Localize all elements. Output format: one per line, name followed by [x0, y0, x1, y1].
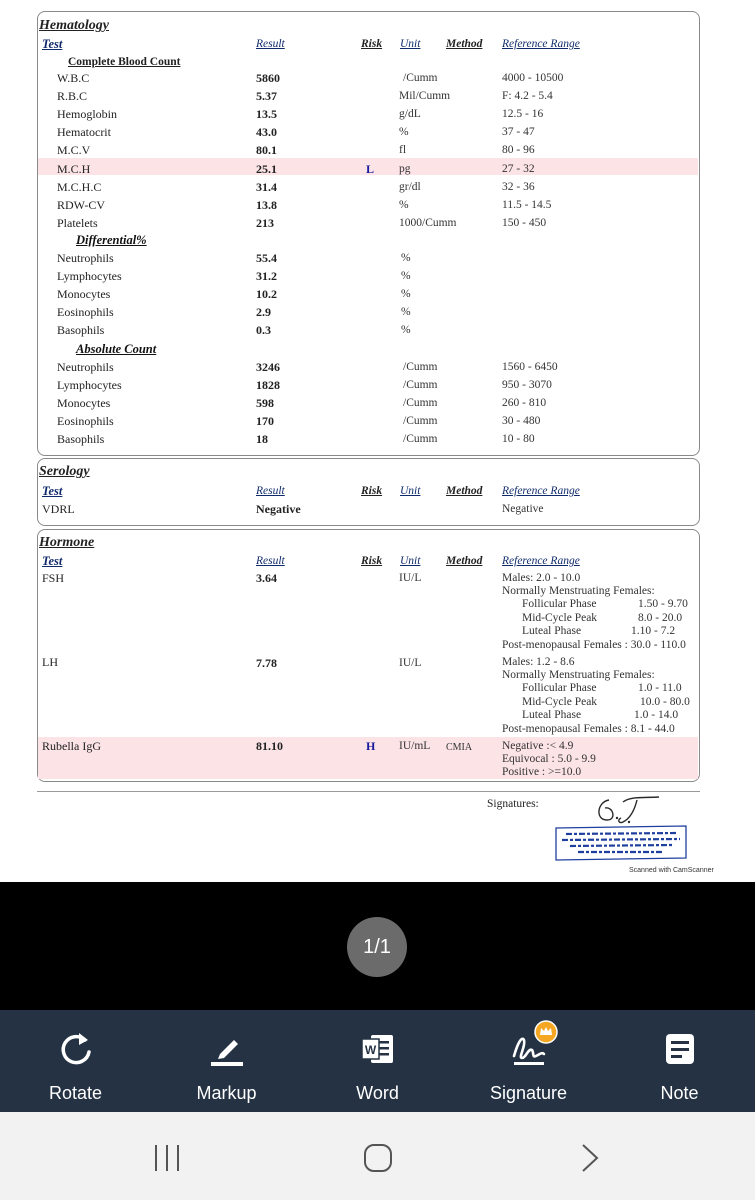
rubella-unit: IU/mL [399, 740, 431, 752]
lh-ref-postmenopausal: Post-menopausal Females : 8.1 - 44.0 [502, 723, 675, 735]
cbc-result: 31.4 [256, 179, 277, 194]
lh-phase-range: 1.0 - 14.0 [634, 709, 679, 721]
rubella-name: Rubella IgG [42, 739, 101, 753]
differential-unit: % [401, 306, 411, 319]
differential-test-name: Basophils [57, 323, 105, 338]
cbc-test-name: M.C.H [57, 161, 91, 176]
lh-name: LH [42, 655, 58, 669]
cbc-unit: % [399, 126, 409, 139]
camscanner-note: Scanned with CamScanner [629, 867, 714, 874]
absolute-reference: 260 - 810 [502, 397, 547, 410]
fsh-phase-range: 1.50 - 9.70 [638, 598, 688, 610]
fsh-unit: IU/L [399, 572, 422, 584]
cbc-test-name: Hematocrit [57, 125, 111, 140]
differential-subtitle: Differential% [76, 233, 147, 247]
vdrl-reference: Negative [502, 503, 544, 515]
cbc-reference: 37 - 47 [502, 126, 535, 139]
lab-stamp [552, 824, 690, 862]
absolute-test-name: Monocytes [57, 396, 111, 411]
absolute-unit: /Cumm [403, 397, 438, 410]
cbc-result: 213 [256, 215, 274, 230]
cbc-reference: 32 - 36 [502, 180, 535, 193]
cbc-unit: fl [399, 144, 407, 157]
cbc-reference: 4000 - 10500 [502, 72, 564, 84]
absolute-test-name: Eosinophils [57, 414, 114, 429]
differential-result: 10.2 [256, 287, 277, 302]
col-header-unit: Unit [400, 38, 421, 50]
cbc-unit: Mil/Cumm [399, 90, 451, 103]
cbc-test-name: W.B.C [57, 71, 90, 85]
note-label: Note [660, 1083, 699, 1103]
lh-phase-range: 10.0 - 80.0 [640, 696, 690, 708]
cbc-reference: F: 4.2 - 5.4 [502, 90, 553, 103]
lh-unit: IU/L [399, 657, 422, 669]
fsh-ref-postmenopausal: Post-menopausal Females : 30.0 - 110.0 [502, 639, 686, 651]
cbc-result: 80.1 [256, 143, 277, 158]
differential-unit: % [401, 270, 411, 283]
cbc-test-name: R.B.C [57, 89, 88, 104]
bottom-toolbar [0, 1010, 755, 1112]
cbc-unit: /Cumm [403, 72, 438, 84]
hematology-title: Hematology [39, 18, 109, 33]
differential-unit: % [401, 324, 411, 337]
home-icon[interactable] [362, 1142, 394, 1174]
col-header-risk: Risk [361, 38, 383, 50]
serology-title: Serology [39, 464, 90, 479]
serology-header-result: Result [256, 485, 285, 497]
cbc-unit: 1000/Cumm [399, 216, 457, 229]
handwritten-signature [593, 794, 663, 826]
absolute-test-name: Lymphocytes [57, 378, 122, 393]
cbc-test-name: M.C.H.C [57, 179, 102, 194]
hormone-header-result: Result [256, 555, 285, 567]
markup-pen-icon [206, 1028, 248, 1070]
lh-result: 7.78 [256, 656, 277, 670]
serology-header-risk: Risk [361, 485, 383, 497]
fsh-phase-label: Mid-Cycle Peak [522, 612, 598, 624]
absolute-result: 598 [256, 396, 274, 411]
serology-header-unit: Unit [400, 485, 421, 497]
premium-crown-icon [534, 1020, 558, 1044]
rotate-icon [55, 1028, 97, 1070]
hormone-header-method: Method [446, 555, 483, 567]
cbc-result: 5.37 [256, 89, 277, 104]
hormone-header-risk: Risk [361, 555, 383, 567]
rubella-risk-flag: H [366, 739, 376, 753]
differential-test-name: Lymphocytes [57, 269, 122, 284]
rubella-result: 81.10 [256, 739, 283, 753]
cbc-unit: g/dL [399, 108, 421, 121]
col-header-method: Method [446, 38, 483, 50]
lh-phase-label: Follicular Phase [522, 682, 597, 694]
hormone-header-unit: Unit [400, 555, 421, 567]
cbc-test-name: Hemoglobin [57, 107, 117, 122]
cbc-unit: gr/dl [399, 180, 421, 193]
cbc-test-name: RDW-CV [57, 197, 105, 212]
fsh-phase-range: 1.10 - 7.2 [631, 625, 676, 637]
differential-result: 2.9 [256, 305, 271, 320]
vdrl-result: Negative [256, 502, 301, 516]
absolute-unit: /Cumm [403, 361, 438, 373]
fsh-phase-label: Luteal Phase [522, 625, 582, 637]
absolute-unit: /Cumm [403, 433, 438, 446]
absolute-test-name: Basophils [57, 432, 105, 447]
fsh-ref-females: Normally Menstruating Females: [502, 585, 655, 597]
absolute-result: 1828 [256, 378, 280, 393]
word-icon [357, 1028, 399, 1070]
cbc-result: 43.0 [256, 125, 277, 140]
absolute-unit: /Cumm [403, 415, 438, 428]
absolute-count-subtitle: Absolute Count [76, 342, 157, 356]
cbc-result: 13.5 [256, 107, 277, 122]
cbc-reference: 150 - 450 [502, 216, 547, 229]
fsh-result: 3.64 [256, 571, 277, 585]
differential-unit: % [401, 252, 411, 264]
cbc-reference: 27 - 32 [502, 162, 535, 175]
signature-label: Signature [489, 1083, 568, 1103]
recent-apps-icon[interactable] [152, 1144, 182, 1172]
lh-ref-females: Normally Menstruating Females: [502, 669, 655, 681]
signature-button[interactable] [453, 1010, 604, 1112]
markup-button[interactable] [151, 1010, 302, 1112]
word-label: Word [356, 1083, 399, 1103]
differential-test-name: Eosinophils [57, 305, 114, 320]
col-header-test: Test [42, 37, 63, 51]
col-header-result: Result [256, 38, 285, 50]
absolute-result: 170 [256, 414, 274, 429]
cbc-test-name: Platelets [57, 215, 98, 230]
absolute-test-name: Neutrophils [57, 360, 114, 374]
absolute-reference: 10 - 80 [502, 433, 535, 446]
page-indicator: 1/1 [347, 917, 407, 977]
cbc-result: 5860 [256, 71, 280, 85]
rotate-label: Rotate [48, 1083, 103, 1103]
hormone-header-test: Test [42, 554, 63, 568]
vdrl-name: VDRL [42, 502, 75, 516]
cbc-reference: 11.5 - 14.5 [502, 198, 552, 211]
lh-phase-label: Mid-Cycle Peak [522, 696, 598, 708]
markup-label: Markup [196, 1083, 257, 1103]
rubella-method: CMIA [446, 742, 473, 753]
cbc-risk-flag: L [366, 161, 375, 176]
footer-rule [37, 791, 700, 792]
hormone-header-reference: Reference Range [502, 555, 580, 567]
absolute-reference: 950 - 3070 [502, 379, 552, 392]
cbc-test-name: M.C.V [57, 143, 91, 158]
back-icon[interactable] [578, 1142, 602, 1174]
fsh-name: FSH [42, 571, 65, 585]
lh-ref-males: Males: 1.2 - 8.6 [502, 656, 575, 668]
fsh-phase-range: 8.0 - 20.0 [638, 612, 683, 624]
differential-unit: % [401, 288, 411, 301]
cbc-reference: 80 - 96 [502, 144, 535, 157]
cbc-reference: 12.5 - 16 [502, 108, 544, 121]
note-icon [659, 1028, 701, 1070]
signatures-label: Signatures: [487, 798, 539, 810]
fsh-phase-label: Follicular Phase [522, 598, 597, 610]
lh-phase-label: Luteal Phase [522, 709, 582, 721]
serology-header-test: Test [42, 484, 63, 498]
absolute-result: 18 [256, 432, 268, 447]
differential-test-name: Neutrophils [57, 251, 114, 265]
rubella-ref-positive: Positive : >=10.0 [502, 766, 582, 778]
absolute-result: 3246 [256, 360, 280, 374]
rubella-ref-equivocal: Equivocal : 5.0 - 9.9 [502, 753, 596, 765]
lh-phase-range: 1.0 - 11.0 [638, 682, 682, 694]
cbc-unit: % [399, 198, 409, 211]
serology-header-reference: Reference Range [502, 485, 580, 497]
note-button[interactable] [604, 1010, 755, 1112]
fsh-ref-males: Males: 2.0 - 10.0 [502, 572, 581, 584]
cbc-subtitle: Complete Blood Count [68, 56, 181, 68]
rubella-ref-negative: Negative :< 4.9 [502, 740, 574, 752]
cbc-unit: pg [399, 162, 411, 175]
hormone-title: Hormone [39, 535, 95, 550]
differential-result: 0.3 [256, 323, 271, 338]
col-header-reference: Reference Range [502, 38, 580, 50]
serology-header-method: Method [446, 485, 483, 497]
cbc-result: 13.8 [256, 197, 277, 212]
absolute-unit: /Cumm [403, 379, 438, 392]
absolute-reference: 30 - 480 [502, 415, 541, 428]
differential-result: 31.2 [256, 269, 277, 284]
svg-text:W: W [364, 1043, 377, 1057]
word-button[interactable] [302, 1010, 453, 1112]
system-nav-bar [0, 1112, 755, 1200]
differential-result: 55.4 [256, 251, 277, 265]
cbc-result: 25.1 [256, 161, 277, 176]
differential-test-name: Monocytes [57, 287, 111, 302]
absolute-reference: 1560 - 6450 [502, 361, 558, 373]
rotate-button[interactable] [0, 1010, 151, 1112]
